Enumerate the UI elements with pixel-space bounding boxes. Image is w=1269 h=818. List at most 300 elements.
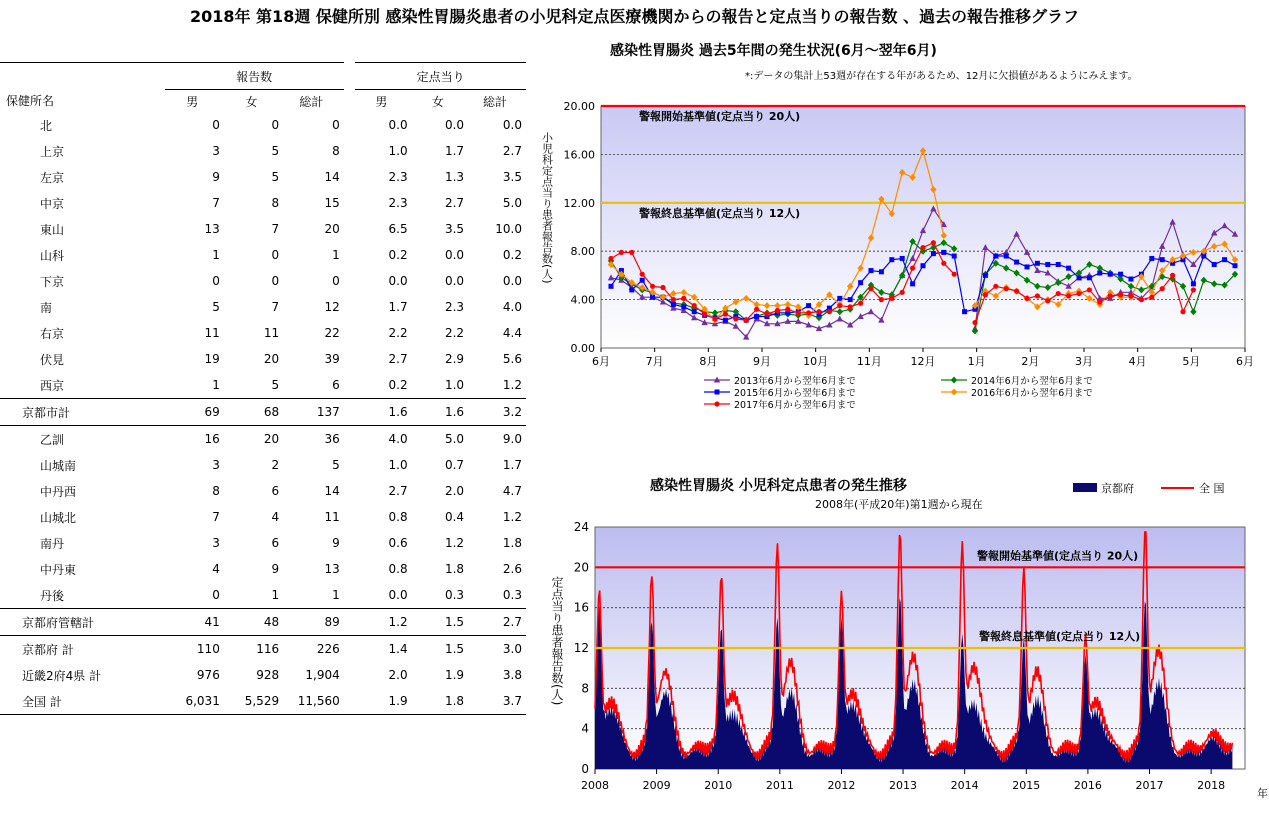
row-value: 3.5 [444,222,465,236]
row-value: 6.5 [388,222,408,236]
chart1-data-point [1024,296,1029,301]
row-value: 0 [332,274,340,288]
chart1-data-point [921,263,926,268]
row-value: 5.0 [502,196,522,210]
row-value: 1.0 [444,378,465,392]
chart1-data-point [1004,286,1009,291]
chart1-data-point [941,250,946,255]
chart1-legend-label: 2017年6月から翌年6月まで [734,400,856,411]
chart2-legend-label: 全 国 [1199,482,1225,495]
chart1-legend-marker [951,389,957,396]
row-value: 1.2 [355,609,411,636]
chart1-data-point [931,240,936,245]
row-value: 5 [271,144,280,158]
group-header-per-sentinel: 定点当り [355,63,526,90]
row-value: 0.7 [444,458,465,472]
chart1-data-point [837,296,842,301]
row-value: 41 [165,609,224,636]
chart1-data-point [609,284,614,289]
chart1-xtick-label: 6月 [592,355,610,368]
row-value: 5.6 [502,352,522,366]
chart1-title: 感染性胃腸炎 過去5年間の発生状況(6月～翌年6月) [610,43,937,59]
chart1-data-point [629,250,634,255]
row-name: 右京 [40,326,65,341]
chart1-ytick-label: 20.00 [563,100,595,113]
row-value: 3 [212,536,220,550]
row-value: 5 [332,458,340,472]
table-row [0,688,526,715]
chart2-xtick-label: 2008 [581,779,609,792]
row-value: 11 [324,510,340,524]
table-row [0,426,526,453]
col-header-total-rate: 総計 [483,94,508,109]
chart1-plot-area [601,106,1245,348]
table-row [0,399,526,426]
row-value: 2.2 [388,326,408,340]
chart1-data-point [671,302,676,307]
row-value: 39 [324,352,340,366]
chart1-data-point [1014,260,1019,265]
row-value: 4.7 [502,484,522,498]
chart1-data-point [868,286,873,291]
chart1-data-point [889,296,894,301]
chart1-legend-label: 2016年6月から翌年6月まで [971,388,1093,399]
chart2-ytick-label: 16 [573,600,589,615]
chart1-data-point [1045,262,1050,267]
row-value: 2.9 [444,352,465,366]
chart1-data-point [754,314,759,319]
table-row [0,504,526,530]
chart2-ytick-label: 12 [573,641,589,655]
chart1-data-point [931,251,936,256]
row-value: 2.7 [388,484,408,498]
chart1-data-point [941,261,946,266]
row-value: 0.0 [444,118,465,132]
table-row [0,164,526,190]
chart2-title: 感染性胃腸炎 小児科定点患者の発生推移 [650,478,907,494]
chart1-data-point [619,250,624,255]
chart2-ytick-label: 8 [581,681,589,696]
chart1-data-point [629,287,634,292]
chart1-xtick-label: 4月 [1128,355,1147,368]
chart1-legend-marker [951,377,957,384]
chart1-xtick-label: 5月 [1182,355,1201,368]
row-value: 0.8 [388,510,408,524]
row-value: 1.9 [355,688,411,715]
chart1-data-point [1097,270,1102,275]
row-value: 0 [271,118,280,132]
chart1-data-point [1160,257,1165,262]
chart1-data-point [1170,273,1175,278]
chart1-data-point [1056,262,1061,267]
row-value: 2.7 [468,609,526,636]
row-name: 乙訓 [0,426,165,453]
chart1-legend-marker [715,390,720,395]
table-row [0,294,526,320]
chart1-data-point [993,284,998,289]
table-row [0,320,526,346]
row-value: 20 [224,426,283,453]
chart1-data-point [1014,289,1019,294]
chart1-data-point [640,272,645,277]
row-value: 4.4 [502,326,522,340]
chart2-legend-swatch [1073,483,1097,492]
row-value: 2.3 [388,170,408,184]
chart2-subtitle: 2008年(平成20年)第1週から現在 [815,498,983,511]
col-header-female: 女 [245,94,258,109]
row-value: 0.3 [444,588,465,602]
row-value: 3.7 [468,688,526,715]
chart1-data-point [983,292,988,297]
chart1-data-point [848,304,853,309]
table-row [0,478,526,504]
chart1-xtick-label: 1月 [967,355,986,368]
row-value: 1 [332,588,340,602]
chart1-data-point [837,303,842,308]
row-name: 中京 [40,196,65,211]
row-name: 山城北 [40,510,77,525]
chart1-data-point [993,254,998,259]
table-row [0,372,526,399]
row-value: 68 [224,399,283,426]
row-value: 20 [324,222,340,236]
row-value: 36 [283,426,344,453]
chart2-trend [529,480,1269,810]
chart1-ytick-label: 0.00 [570,342,595,355]
chart1-note: *:データの集計上53週が存在する年があるため、12月に欠損値があるようにみえます。 [745,71,1138,82]
chart1-data-point [1118,272,1123,277]
chart1-data-point [1097,299,1102,304]
chart1-legend-label: 2013年6月から翌年6月まで [734,376,856,387]
row-name: 京都府 計 [0,636,165,663]
row-value: 3.5 [502,170,522,184]
chart1-ytick-label: 16.00 [563,148,595,162]
row-name: 丹後 [40,588,65,603]
row-value: 7 [271,300,280,314]
chart2-xtick-label: 2016 [1073,779,1102,792]
col-header-name: 保健所名 [6,94,55,109]
row-value: 4 [212,562,220,576]
row-value: 5 [271,378,280,392]
chart1-data-point [1056,291,1061,296]
row-value: 5 [271,170,280,184]
row-value: 0.4 [444,510,465,524]
chart1-data-point [744,318,749,323]
row-value: 13 [324,562,340,576]
row-value: 5 [212,300,220,314]
row-value: 928 [256,668,280,682]
chart1-xtick-label: 6月 [1236,355,1254,368]
row-name: 左京 [40,170,65,185]
row-value: 3.8 [502,668,522,682]
chart1-data-point [1025,264,1030,269]
row-value: 1 [332,248,340,262]
chart2-ytick-label: 24 [573,520,589,534]
row-value: 7 [212,510,220,524]
chart1-data-point [1149,256,1154,261]
row-name: 京都府管轄計 [0,609,165,636]
row-value: 2.7 [444,196,465,210]
chart1-data-point [816,309,821,314]
chart1-data-point [681,296,686,301]
row-value: 2.3 [388,196,408,210]
chart1-data-point [900,256,905,261]
chart2-xtick-label: 2010 [704,779,733,792]
row-value: 1.5 [412,609,468,636]
row-value: 7 [212,196,220,210]
row-value: 0.2 [388,248,408,262]
chart1-xtick-label: 11月 [856,355,882,368]
chart2-legend-label: 京都府 [1101,482,1134,495]
row-value: 4 [271,510,280,524]
chart2-ytick-label: 20 [573,560,589,575]
table-row [0,138,526,164]
row-name: 全国 計 [0,688,165,715]
chart1-data-point [785,307,790,312]
row-value: 0.8 [388,562,408,576]
chart2-xtick-label: 2013 [889,779,918,792]
row-value: 0 [212,274,220,288]
chart1-data-point [1108,293,1113,298]
chart1-data-point [900,290,905,295]
table-row [0,112,526,138]
row-value: 226 [283,636,344,663]
chart1-data-point [889,257,894,262]
chart2-xlabel: 年 [1257,787,1268,800]
chart1-data-point [1191,287,1196,292]
chart1-data-point [723,318,728,323]
row-value: 4.0 [355,426,411,453]
chart1-data-point [879,297,884,302]
row-value: 0.0 [388,118,408,132]
row-value: 1,904 [305,668,340,682]
row-name: 上京 [40,144,65,159]
chart1-data-point [910,281,915,286]
report-table [0,62,526,715]
chart1-data-point [1139,297,1144,302]
row-value: 1.5 [412,636,468,663]
chart1-data-point [952,272,957,277]
row-value: 2.6 [502,562,522,576]
chart1-data-point [1066,266,1071,271]
row-value: 0 [212,118,220,132]
row-value: 110 [165,636,224,663]
chart1-data-point [1191,281,1196,286]
row-value: 11 [263,326,280,340]
chart1-data-point [671,297,676,302]
chart1-legend-label: 2015年6月から翌年6月まで [734,388,856,399]
row-value: 2.0 [444,484,465,498]
row-value: 89 [283,609,344,636]
row-name: 西京 [40,378,65,393]
row-value: 1 [271,588,280,602]
row-value: 48 [224,609,283,636]
row-value: 2.7 [388,352,408,366]
chart1-data-point [1087,275,1092,280]
chart1-data-point [764,312,769,317]
row-value: 15 [324,196,340,210]
chart1-data-point [640,278,645,283]
row-name: 山科 [40,248,65,263]
row-value: 0.0 [502,274,522,288]
chart2-xtick-label: 2014 [950,779,979,792]
chart1-xtick-label: 9月 [753,355,771,368]
group-header-reports: 報告数 [165,63,344,90]
chart1-data-point [1118,292,1123,297]
chart2-xtick-label: 2009 [642,779,671,792]
row-value: 137 [283,399,344,426]
chart1-data-point [972,320,977,325]
row-value: 13 [204,222,220,236]
row-value: 0.2 [388,378,408,392]
row-value: 2.0 [388,668,408,682]
chart2-xtick-label: 2011 [765,779,794,792]
row-value: 14 [324,484,340,498]
chart1-data-point [869,268,874,273]
table-row [0,636,526,663]
row-value: 1.2 [502,378,522,392]
chart2-threshold-label: 警報開始基準値(定点当り 20人) [977,549,1139,563]
row-value: 1.2 [502,510,522,524]
row-value: 1.7 [502,458,522,472]
row-value: 69 [165,399,224,426]
chart1-ytick-label: 12.00 [563,196,595,210]
chart1-xtick-label: 2月 [1021,355,1040,368]
chart1-data-point [775,308,780,313]
row-value: 11,560 [283,688,344,715]
chart1-data-point [848,297,853,302]
row-name: 下京 [40,274,65,289]
page-title: 2018年 第18週 保健所別 感染性胃腸炎患者の小児科定点医療機関からの報告と定点当りの報告数 、過去の報告推移グラフ [189,7,1080,26]
row-value: 0.0 [388,588,408,602]
row-value: 0.0 [502,118,522,132]
chart1-data-point [962,309,967,314]
row-value: 1.0 [388,144,408,158]
row-value: 2.2 [444,326,465,340]
chart1-ytick-label: 8.00 [570,245,595,259]
chart1-data-point [1128,293,1133,298]
row-value: 0.3 [502,588,522,602]
chart1-data-point [952,254,957,259]
row-value: 1.9 [444,668,465,682]
row-value: 1.8 [412,688,468,715]
row-value: 11 [204,326,220,340]
chart2-xtick-label: 2015 [1012,779,1041,792]
chart1-data-point [1180,309,1185,314]
chart1-five-year [529,80,1269,420]
table-row [0,609,526,636]
table-row [0,530,526,556]
chart1-xtick-label: 3月 [1075,355,1093,368]
row-value: 1.3 [444,170,465,184]
chart2-xtick-label: 2012 [827,779,856,792]
col-header-male: 男 [186,94,199,109]
row-value: 7 [271,222,280,236]
row-name: 京都市計 [0,399,165,426]
row-value: 19 [204,352,220,366]
chart1-data-point [1149,295,1154,300]
row-value: 0.2 [502,248,522,262]
row-value: 9.0 [468,426,526,453]
row-value: 1.8 [502,536,522,550]
chart1-data-point [920,245,925,250]
table-row [0,268,526,294]
chart1-legend-label: 2014年6月から翌年6月まで [971,376,1093,387]
chart2-xtick-label: 2018 [1197,779,1226,792]
chart1-data-point [1045,298,1050,303]
col-header-total: 総計 [299,94,324,109]
row-value: 5,529 [224,688,283,715]
row-value: 22 [324,326,340,340]
row-value: 1.7 [444,144,465,158]
chart1-threshold-label: 警報終息基準値(定点当り 12人) [639,206,801,220]
chart1-data-point [712,316,717,321]
row-value: 116 [224,636,283,663]
row-name: 近畿2府4県 計 [22,668,102,683]
row-value: 1.6 [355,399,411,426]
row-value: 1 [212,248,220,262]
row-value: 6 [271,536,280,550]
chart2-ytick-label: 0 [581,762,589,776]
chart1-data-point [692,309,697,314]
row-value: 0 [271,248,280,262]
table-row [0,582,526,609]
chart1-data-point [608,256,613,261]
row-name: 南 [40,300,53,315]
chart1-data-point [702,312,707,317]
chart1-data-point [723,312,728,317]
chart1-data-point [910,266,915,271]
chart1-data-point [1066,293,1071,298]
row-name: 伏見 [40,352,65,367]
row-value: 1.0 [388,458,408,472]
row-value: 0 [271,274,280,288]
row-value: 4.0 [502,300,522,314]
table-row [0,556,526,582]
row-name: 北 [40,118,53,133]
chart1-data-point [660,285,665,290]
row-value: 0.0 [388,274,408,288]
table-row [0,346,526,372]
chart1-data-point [1222,257,1227,262]
table-corner [0,63,165,90]
col-header-male-rate: 男 [375,94,388,109]
row-value: 0.0 [444,274,465,288]
row-value: 3 [212,144,220,158]
row-value: 1.7 [388,300,408,314]
chart2-ytick-label: 4 [581,721,589,736]
row-value: 9 [212,170,220,184]
chart1-data-point [983,273,988,278]
chart1-data-point [754,307,759,312]
row-value: 1 [212,378,220,392]
row-value: 14 [324,170,340,184]
chart1-data-point [1035,293,1040,298]
chart1-xtick-label: 12月 [910,355,936,368]
row-value: 3 [212,458,220,472]
row-value: 9 [332,536,340,550]
chart1-legend-marker [714,401,719,406]
row-value: 2 [271,458,280,472]
chart2-ylabel: 定点当り患者報告数(人) [550,576,564,706]
row-value: 2.7 [502,144,522,158]
row-value: 16 [165,426,224,453]
chart1-xtick-label: 7月 [645,355,664,368]
row-value: 6 [271,484,280,498]
chart1-xtick-label: 8月 [699,355,718,368]
row-value: 0.6 [388,536,408,550]
chart1-data-point [1035,261,1040,266]
